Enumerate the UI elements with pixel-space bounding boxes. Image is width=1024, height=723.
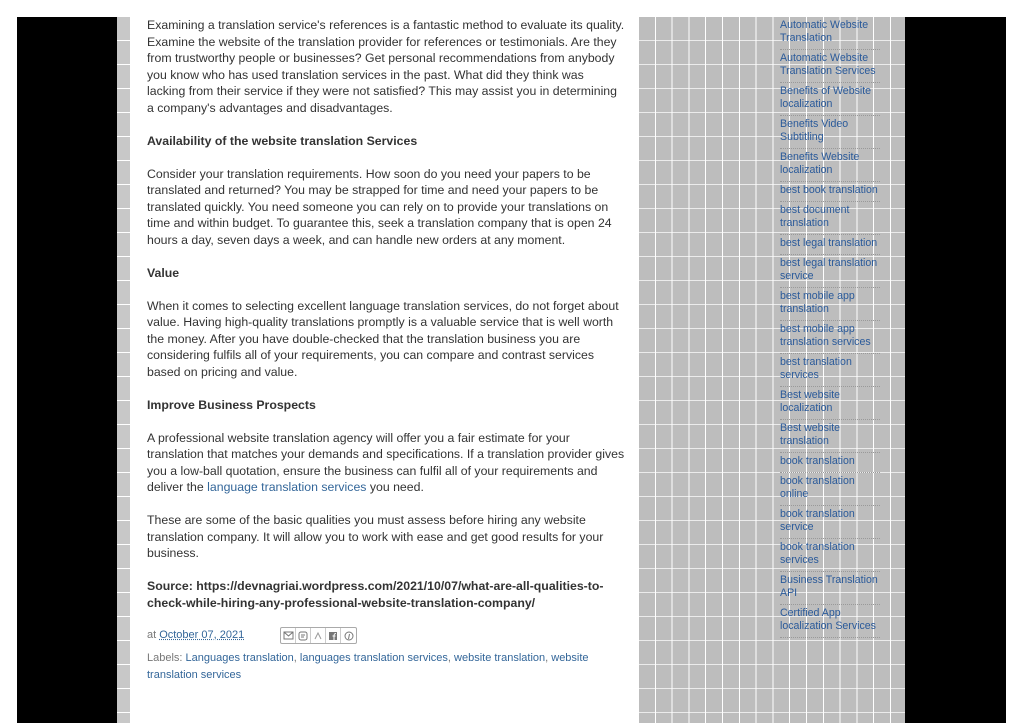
sidebar-label-link[interactable]: best mobile app translation services <box>780 323 871 348</box>
sidebar-label-item <box>780 539 880 572</box>
paragraph-text: you need. <box>366 480 424 494</box>
sidebar-label-link[interactable]: book translation online <box>780 475 855 500</box>
sidebar-label-item <box>780 453 880 473</box>
sidebar-label-link[interactable]: Best website localization <box>780 389 841 414</box>
sidebar-label-link[interactable]: best translation services <box>780 356 852 381</box>
share-buttons <box>280 627 357 644</box>
post-paragraph: When it comes to selecting excellent language translation services, do not forget about value. Having high-quality translations promptly is a valuable service that is well worth the money. After you have double-checked that the translation business you are considering fulfils all of your requirements, you can compare and contrast services based on pricing and value. <box>147 298 619 379</box>
post-paragraph: These are some of the basic qualities you must assess before hiring any website translation company. It will allow you to work with ease and get good results for your business. <box>147 513 604 560</box>
post-footer <box>147 628 625 644</box>
sidebar-label-link[interactable]: Benefits Video Subtitling <box>780 118 849 143</box>
post-paragraph: Consider your translation requirements. How soon do you need your papers to be translated and returned? You may be strapped for time and need your papers to be translated quickly. You need someone you can rely on to provide your translations on time and within budget. To guarantee this, seek a translation company that is open 24 hours a day, seven days a week, and can handle new orders at any moment. <box>147 166 612 247</box>
section-heading: Improve Business Prospects <box>147 397 316 412</box>
sidebar-label-item <box>780 288 880 321</box>
sidebar-label-link[interactable]: Certified App localization Services <box>780 607 876 632</box>
sidebar-label-item <box>780 387 880 420</box>
sidebar-label-link[interactable]: best legal translation service <box>780 257 878 282</box>
post-paragraph <box>147 430 625 496</box>
sidebar-label-link[interactable]: Automatic Website Translation Services <box>780 52 876 77</box>
sidebar-label-item <box>780 420 880 453</box>
sidebar-label-link[interactable]: Business Translation API <box>780 574 878 599</box>
section-heading: Availability of the website translation Services <box>147 133 418 148</box>
post-labels: Labels: Languages translation, languages translation services, website translation, website translation services <box>147 651 589 681</box>
sidebar-label-item <box>780 202 880 235</box>
label-link[interactable]: website translation services <box>147 651 589 681</box>
language-translation-services-link[interactable]: language translation services <box>207 480 367 494</box>
labels-prefix: Labels: <box>147 651 186 664</box>
twitter-icon[interactable] <box>311 628 326 643</box>
main-content <box>130 17 638 723</box>
label-list <box>780 17 880 638</box>
sidebar-label-link[interactable]: book translation services <box>780 541 855 566</box>
left-decorative-strip <box>117 17 130 723</box>
section-heading: Value <box>147 265 180 280</box>
label-link[interactable]: Languages translation <box>185 651 294 664</box>
sidebar-label-item <box>780 149 880 182</box>
sidebar-label-item <box>780 572 880 605</box>
post-paragraph: Examining a translation service's references is a fantastic method to evaluate its quality. Examine the website of the translation provider for references or testimonials. Are they from trustworthy people or businesses? Get personal recommendations from anybody you know who has used translation services in the past. What did they think was lacking from their service if they were not satisfied? This may assist you in determining a company's advantages and disadvantages. <box>147 18 625 115</box>
posted-at-label: at <box>147 629 157 642</box>
sidebar-label-item <box>780 235 880 255</box>
source-line: Source: https://devnagriai.wordpress.com/2021/10/07/what-are-all-qualities-to-check-while-hiring-any-professional-website-translation-company/ <box>147 579 604 610</box>
sidebar-label-link[interactable]: best document translation <box>780 204 850 229</box>
sidebar-label-link[interactable]: Automatic Website Translation <box>780 19 869 44</box>
email-icon[interactable] <box>281 628 296 643</box>
blog-icon[interactable] <box>296 628 311 643</box>
sidebar-label-item <box>780 473 880 506</box>
facebook-icon[interactable] <box>326 628 341 643</box>
sidebar-label-item <box>780 506 880 539</box>
sidebar-labels <box>780 17 880 638</box>
sidebar-label-link[interactable]: Benefits of Website localization <box>780 85 872 110</box>
sidebar-label-item <box>780 255 880 288</box>
label-link[interactable]: languages translation services <box>299 651 448 664</box>
sidebar-label-link[interactable]: best book translation <box>780 184 878 196</box>
post-date-link[interactable]: October 07, 2021 <box>159 629 245 642</box>
sidebar-label-link[interactable]: best mobile app translation <box>780 290 855 315</box>
label-link[interactable]: website translation <box>454 651 546 664</box>
sidebar-label-link[interactable]: Best website translation <box>780 422 841 447</box>
sidebar-label-link[interactable]: Benefits Website localization <box>780 151 860 176</box>
sidebar-label-item <box>780 354 880 387</box>
sidebar-label-item <box>780 50 880 83</box>
sidebar-label-link[interactable]: best legal translation <box>780 237 878 249</box>
sidebar-label-link[interactable]: book translation service <box>780 508 855 533</box>
pinterest-icon[interactable] <box>341 628 356 643</box>
blog-post-body <box>147 17 625 684</box>
sidebar-label-item <box>780 182 880 202</box>
sidebar-label-item <box>780 83 880 116</box>
sidebar-label-item <box>780 321 880 354</box>
sidebar-label-item <box>780 17 880 50</box>
sidebar-label-link[interactable]: book translation <box>780 455 855 467</box>
sidebar-label-item <box>780 605 880 638</box>
paragraph-text: A professional website translation agency will offer you a fair estimate for your translation that matches your demands and specifications. If a translation provider gives you a low-ball quotation, ensure the business can fulfil all of your requirements and deliver the <box>147 430 625 494</box>
sidebar-label-item <box>780 116 880 149</box>
